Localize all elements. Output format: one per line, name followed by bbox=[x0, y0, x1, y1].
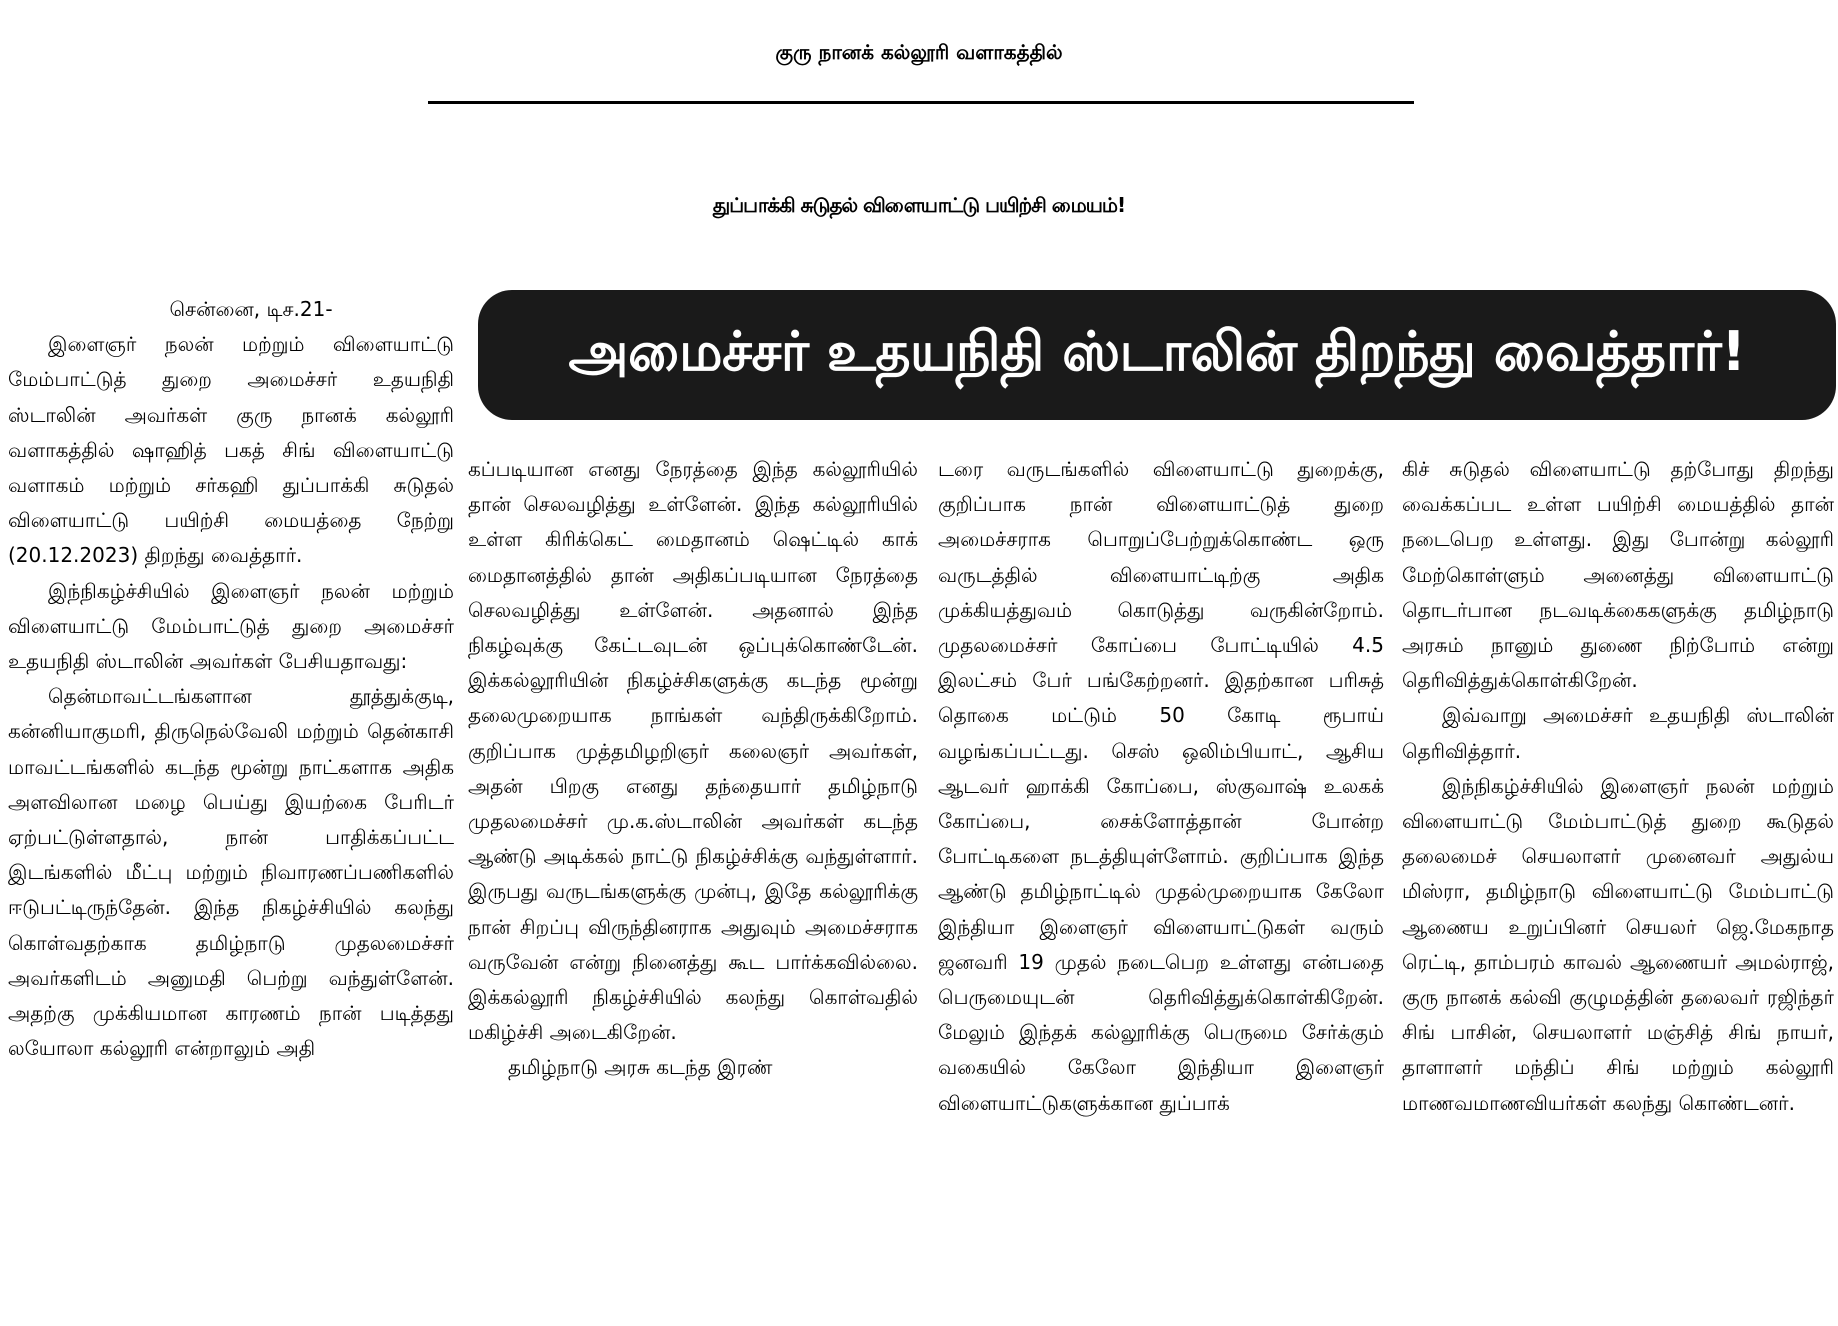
paragraph: டரை வருடங்களில் விளையாட்டு துறைக்கு, குறிப்பாக நான் விளையாட்டுத் துறை அமைச்சராக பொறுப்பேற்றுக்கொண்ட ஒரு வருடத்தில் விளையாட்டிற்கு அதிக முக்கியத்துவம் கொடுத்து வருகின்றோம். முதலமைச்சர் கோப்பை போட்டியில் 4.5 இலட்சம் பேர் பங்கேற்றனர். இதற்கான பரிசுத் தொகை மட்டும் 50 கோடி ரூபாய் வழங்கப்பட்டது. செஸ் ஒலிம்பியாட், ஆசிய ஆடவர் ஹாக்கி கோப்பை, ஸ்குவாஷ் உலகக் கோப்பை, சைக்ளோத்தான் போன்ற போட்டிகளை நடத்தியுள்ளோம். குறிப்பாக இந்த ஆண்டு தமிழ்நாட்டில் முதல்முறையாக கேலோ இந்தியா இளைஞர் விளையாட்டுகள் வரும் ஜனவரி 19 முதல் நடைபெற உள்ளது என்பதை பெருமையுடன் தெரிவித்துக்கொள்கிறேன். மேலும் இந்தக் கல்லூரிக்கு பெருமை சேர்க்கும் வகையில் கேலோ இந்தியா இளைஞர் விளையாட்டுகளுக்கான துப்பாக் bbox=[938, 457, 1384, 1115]
paragraph: கிச் சுடுதல் விளையாட்டு தற்போது திறந்து வைக்கப்பட உள்ள பயிற்சி மையத்தில் தான் நடைபெற உள்ளது. இது போன்று கல்லூரி மேற்கொள்ளும் அனைத்து விளையாட்டு தொடர்பான நடவடிக்கைகளுக்கு தமிழ்நாடு அரசும் நானும் துணை நிற்போம் என்று தெரிவித்துக்கொள்கிறேன். bbox=[1402, 457, 1834, 693]
kicker-underline bbox=[428, 101, 1414, 104]
paragraph: இந்நிகழ்ச்சியில் இளைஞர் நலன் மற்றும் விளையாட்டு மேம்பாட்டுத் துறை அமைச்சர் உதயநிதி ஸ்டாலின் அவர்கள் பேசியதாவது: bbox=[8, 578, 454, 674]
subheadline: அமைச்சர் உதயநிதி ஸ்டாலின் திறந்து வைத்தார்! bbox=[568, 319, 1746, 383]
paragraph: இந்நிகழ்ச்சியில் இளைஞர் நலன் மற்றும் விளையாட்டு மேம்பாட்டுத் துறை கூடுதல் தலைமைச் செயலாளர் முனைவர் அதுல்ய மிஸ்ரா, தமிழ்நாடு விளையாட்டு மேம்பாட்டு ஆணைய உறுப்பினர் செயலர் ஜெ.மேகநாத ரெட்டி, தாம்பரம் காவல் ஆணையர் அமல்ராஜ், குரு நானக் கல்வி குழுமத்தின் தலைவர் ரஜிந்தர் சிங் பாசின், செயலாளர் மஞ்சித் சிங் நாயர், தாளாளர் மந்திப் சிங் மற்றும் கல்லூரி மாணவமாணவியர்கள் கலந்து கொண்டனர். bbox=[1402, 773, 1834, 1115]
dateline: சென்னை, டிச.21- bbox=[169, 297, 333, 321]
paragraph: இளைஞர் நலன் மற்றும் விளையாட்டு மேம்பாட்டுத் துறை அமைச்சர் உதயநிதி ஸ்டாலின் அவர்கள் குரு நானக் கல்லூரி வளாகத்தில் ஷாஹித் பகத் சிங் விளையாட்டு வளாகம் மற்றும் சர்கஹி துப்பாக்கி சுடுதல் விளையாட்டு பயிற்சி மையத்தை நேற்று (20.12.2023) திறந்து வைத்தார். bbox=[8, 332, 454, 568]
kicker: குரு நானக் கல்லூரி வளாகத்தில் bbox=[775, 40, 1063, 64]
subheadline-banner bbox=[478, 290, 1836, 420]
column-2 bbox=[468, 452, 918, 1322]
column-4 bbox=[1402, 452, 1834, 1322]
paragraph: கப்படியான எனது நேரத்தை இந்த கல்லூரியில் தான் செலவழித்து உள்ளேன். இந்த கல்லூரியில் உள்ள கிரிக்கெட் மைதானம் ஷெட்டில் காக் மைதானத்தில் தான் அதிகப்படியான நேரத்தை செலவழித்து உள்ளேன். அதனால் இந்த நிகழ்வுக்கு கேட்டவுடன் ஒப்புக்கொண்டேன். இக்கல்லூரியின் நிகழ்ச்சிகளுக்கு கடந்த மூன்று தலைமுறையாக நாங்கள் வந்திருக்கிறோம். குறிப்பாக முத்தமிழறிஞர் கலைஞர் அவர்கள், அதன் பிறகு எனது தந்தையார் தமிழ்நாடு முதலமைச்சர் மு.க.ஸ்டாலின் அவர்கள் கடந்த ஆண்டு அடிக்கல் நாட்டு நிகழ்ச்சிக்கு வந்துள்ளார். இருபது வருடங்களுக்கு முன்பு, இதே கல்லூரிக்கு நான் சிறப்பு விருந்தினராக அதுவும் அமைச்சராக வருவேன் என்று நினைத்து கூட பார்க்கவில்லை. இக்கல்லூரி நிகழ்ச்சியில் கலந்து கொள்வதில் மகிழ்ச்சி அடைகிறேன். bbox=[468, 457, 918, 1045]
column-1 bbox=[8, 292, 454, 1322]
paragraph: தமிழ்நாடு அரசு கடந்த இரண் bbox=[508, 1055, 773, 1080]
column-3 bbox=[938, 452, 1384, 1322]
paragraph: தென்மாவட்டங்களான தூத்துக்குடி, கன்னியாகுமரி, திருநெல்வேலி மற்றும் தென்காசி மாவட்டங்களில் கடந்த மூன்று நாட்களாக அதிக அளவிலான மழை பெய்து இயற்கை பேரிடர் ஏற்பட்டுள்ளதால், நான் பாதிக்கப்பட்ட இடங்களில் மீட்பு மற்றும் நிவாரணப்பணிகளில் ஈடுபட்டிருந்தேன். இந்த நிகழ்ச்சியில் கலந்து கொள்வதற்காக தமிழ்நாடு முதலமைச்சர் அவர்களிடம் அனுமதி பெற்று வந்துள்ளேன். அதற்கு முக்கியமான காரணம் நான் படித்தது லயோலா கல்லூரி என்றாலும் அதி bbox=[8, 684, 454, 1061]
headline: துப்பாக்கி சுடுதல் விளையாட்டு பயிற்சி மையம்! bbox=[712, 193, 1126, 217]
paragraph: இவ்வாறு அமைச்சர் உதயநிதி ஸ்டாலின் தெரிவித்தார். bbox=[1402, 703, 1834, 763]
